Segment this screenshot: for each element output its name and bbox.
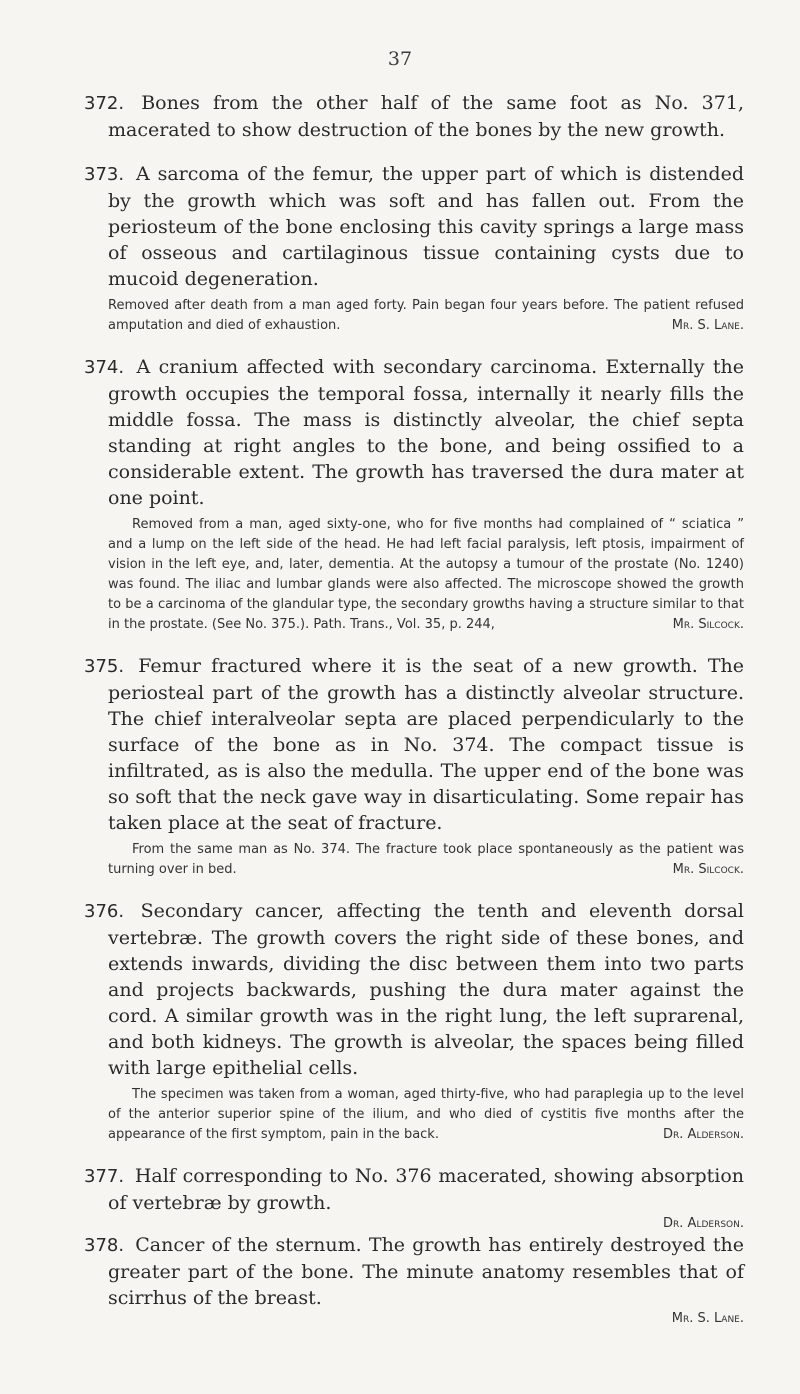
entry-author: Mr. Silcock. xyxy=(672,617,744,632)
entry-375 xyxy=(84,653,744,880)
entry-description: A cranium affected with secondary carcinoma. Externally the growth occupies the temporal fossa, internally it nearly fills the middle fossa. The mass is distinctly alveolar, the chief septa standing at right angles to the bone, and being ossified to a considerable extent. The growth has traversed the dura mater at one point. xyxy=(108,356,744,509)
entry-number: 375. xyxy=(84,656,125,677)
entry-description: A sarcoma of the femur, the upper part of which is distended by the growth which was soft and has fallen out. From the periosteum of the bone enclosing this cavity springs a large mass of osseous and cartilaginous tissue containing cysts due to mucoid degeneration. xyxy=(108,163,744,290)
entry-number: 372. xyxy=(84,93,125,114)
entry-author: Mr. S. Lane. xyxy=(671,318,744,333)
entry-note: From the same man as No. 374. The fracture took place spontaneously as the patient was turning over in bed. xyxy=(108,842,744,877)
entry-377 xyxy=(84,1163,745,1231)
entry-author: Dr. Alderson. xyxy=(663,1127,744,1142)
entry-note: The specimen was taken from a woman, aged thirty-five, who had paraplegia up to the level of the anterior superior spine of the ilium, and who died of cystitis five months after the appearance of the first symptom, pain in the back. xyxy=(108,1087,744,1142)
entry-description: Half corresponding to No. 376 macerated, showing absorption of vertebræ by growth. xyxy=(108,1165,745,1214)
catalogue-entries xyxy=(84,90,744,1327)
entry-description: Cancer of the sternum. The growth has entirely destroyed the greater part of the bone. The minute anatomy resembles that of scirrhus of the breast. xyxy=(108,1234,744,1309)
entry-376 xyxy=(84,898,744,1145)
entry-description: Bones from the other half of the same foot as No. 371, macerated to show destruction of the bones by the new growth. xyxy=(108,92,744,141)
entry-number: 373. xyxy=(84,164,125,185)
entry-description: Secondary cancer, affecting the tenth and eleventh dorsal vertebræ. The growth covers the right side of these bones, and extends inwards, dividing the disc between them into two parts and projects backwards, pushing the dura mater against the cord. A similar growth was in the right lung, the left suprarenal, and both kidneys. The growth is alveolar, the spaces being filled with large epithelial cells. xyxy=(108,900,745,1079)
entry-378 xyxy=(84,1232,744,1326)
entry-374 xyxy=(84,354,744,635)
entry-note: Removed after death from a man aged forty. Pain began four years before. The patient refused amputation and died of exhaustion. xyxy=(108,298,744,333)
page-number: 37 xyxy=(387,48,413,70)
entry-author: Dr. Alderson. xyxy=(663,1216,744,1231)
entry-372 xyxy=(84,90,744,143)
entry-number: 376. xyxy=(84,901,125,922)
entry-author: Mr. S. Lane. xyxy=(671,1311,744,1326)
entry-note: Removed from a man, aged sixty-one, who for five months had complained of “ sciatica ” and a lump on the left side of the head. He had left facial paralysis, left ptosis, impairment of vision in the left eye, and, later, dementia. At the autopsy a tumour of the prostate (No. 1240) was found. The iliac and lumbar glands were also affected. The microscope showed the growth to be a carcinoma of the glandular type, the secondary growths having a structure similar to that in the prostate. (See No. 375.). Path. Trans., Vol. 35, p. 244, xyxy=(108,517,744,632)
entry-author: Mr. Silcock. xyxy=(672,862,744,877)
entry-number: 377. xyxy=(84,1166,125,1187)
entry-number: 374. xyxy=(84,357,125,378)
entry-number: 378. xyxy=(84,1235,125,1256)
entry-373 xyxy=(84,161,744,336)
entry-description: Femur fractured where it is the seat of a new growth. The periosteal part of the growth has a distinctly alveolar structure. The chief interalveolar septa are placed perpendicularly to the surface of the bone as in No. 374. The compact tissue is infiltrated, as is also the medulla. The upper end of the bone was so soft that the neck gave way in disarticulating. Some repair has taken place at the seat of fracture. xyxy=(108,655,745,834)
